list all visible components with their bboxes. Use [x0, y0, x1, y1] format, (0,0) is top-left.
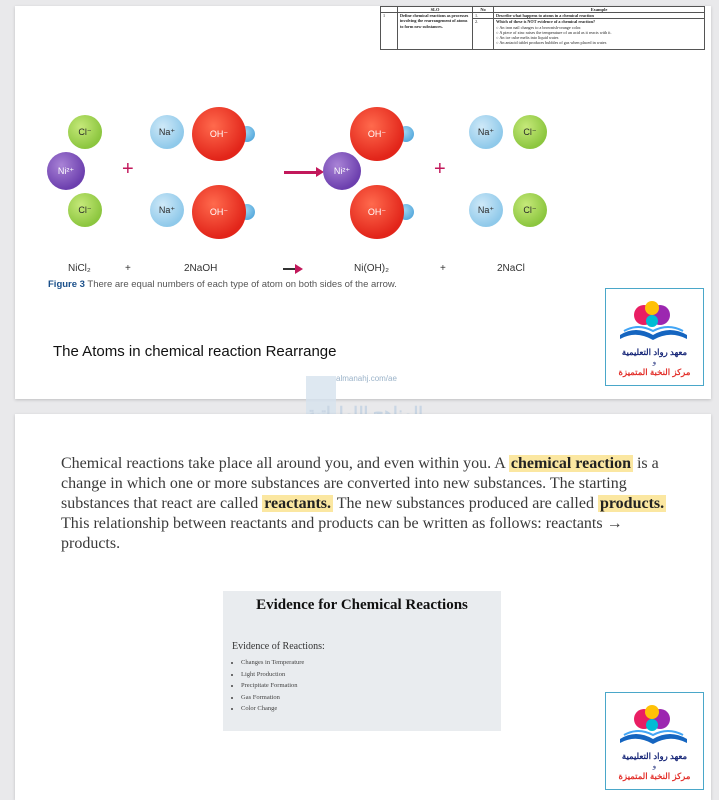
item2-option-b[interactable]: ○ A piece of zinc raises the temperature of an acid as it reacts with it.	[496, 29, 612, 35]
list-item: • Precipitate Formation	[241, 680, 304, 692]
logo-name-2: مركز النخبة المتميزة	[618, 771, 691, 781]
item2-option-c[interactable]: ○ An ice cube melts into liquid water.	[496, 35, 560, 41]
book-brain-icon	[616, 699, 691, 749]
example-header: Example	[494, 7, 705, 13]
formula-plus-2: +	[440, 263, 446, 274]
plus-sign-1: +	[122, 158, 134, 180]
formula-arrow	[283, 268, 297, 270]
watermark-url: almanahj.com/ae	[336, 374, 397, 383]
plus-sign-2: +	[434, 158, 446, 180]
logo-name-2: مركز النخبة المتميزة	[618, 367, 691, 377]
para-text-3: The new substances produced are called	[333, 495, 598, 512]
evidence-title: Evidence for Chemical Reactions	[256, 597, 468, 613]
list-item: • Color Change	[241, 703, 304, 715]
ni-ion-right: Ni²⁺	[323, 152, 361, 190]
evidence-list	[229, 657, 304, 715]
para-text-4: This relationship between reactants and products can be written as follows: reactants → products.	[61, 515, 623, 552]
para-text-1: Chemical reactions take place all around you, and even within you. A	[61, 455, 509, 472]
formula-plus-1: +	[125, 263, 131, 274]
item1-text: Describe what happens to atoms in a chemical reaction	[494, 13, 705, 19]
item2-cell	[494, 19, 705, 50]
figure-caption	[48, 279, 397, 290]
caption-label: Figure 3	[48, 279, 85, 290]
cl-ion-top-right: Cl⁻	[513, 115, 547, 149]
item2-option-a[interactable]: ○ An iron nail changes to a brownish-orange color.	[496, 24, 582, 30]
na-ion-bottom-right: Na⁺	[469, 193, 503, 227]
evidence-box	[223, 591, 501, 731]
logo-and: و	[652, 763, 657, 770]
item1-number: 1.	[473, 13, 494, 19]
item2-option-d[interactable]: ○ An antacid tablet produces bubbles of gas when placed in water.	[496, 40, 607, 46]
item2-number: 2.	[473, 19, 494, 50]
book-brain-icon	[616, 295, 691, 345]
list-item: • Changes in Temperature	[241, 657, 304, 669]
caption-text: There are equal numbers of each type of atom on both sides of the arrow.	[87, 279, 397, 290]
na-ion-top-right: Na⁺	[469, 115, 503, 149]
definition-paragraph	[61, 454, 671, 554]
institute-logo	[605, 288, 704, 386]
slide-atoms-rearrange	[15, 6, 711, 399]
oh-ion-top-left: OH⁻	[192, 107, 246, 161]
oh-ion-top-right: OH⁻	[350, 107, 404, 161]
slo-text: Define chemical reactions as processes involving the rearrangement of atoms to form new substances.	[398, 13, 473, 50]
logo-name-1: معهد رواد التعليمية	[621, 751, 688, 761]
logo-and: و	[652, 359, 657, 366]
institute-logo-2	[605, 692, 704, 790]
evidence-subtitle: Evidence of Reactions:	[232, 641, 325, 652]
slo-table	[380, 6, 705, 50]
item2-question: Which of these is NOT evidence of a chemical reaction?	[496, 19, 596, 25]
formula-2nacl: 2NaCl	[497, 263, 525, 274]
slide-title: The Atoms in chemical reaction Rearrange	[53, 343, 337, 360]
highlight-products: products.	[599, 495, 665, 512]
na-ion-bottom-left: Na⁺	[150, 193, 184, 227]
formula-2naoh: 2NaOH	[184, 263, 218, 274]
reaction-arrow	[284, 171, 318, 174]
no-header: No	[473, 7, 494, 13]
cl-ion-top-left: Cl⁻	[68, 115, 102, 149]
cl-ion-bottom-right: Cl⁻	[513, 193, 547, 227]
na-ion-top-left: Na⁺	[150, 115, 184, 149]
logo-name-1: معهد رواد التعليمية	[621, 347, 688, 357]
oh-ion-bottom-left: OH⁻	[192, 185, 246, 239]
cl-ion-bottom-left: Cl⁻	[68, 193, 102, 227]
para-text-2: is a change in which one or more substances are converted into new substances. The starting substances that react are called	[61, 455, 659, 512]
slo-header: SLO	[398, 7, 473, 13]
slo-row-number: 1	[381, 13, 398, 50]
highlight-chemical-reaction: chemical reaction	[510, 455, 631, 472]
list-item: • Light Production	[241, 669, 304, 681]
highlight-reactants: reactants.	[264, 495, 332, 512]
formula-nioh2: Ni(OH)₂	[354, 263, 389, 274]
oh-ion-bottom-right: OH⁻	[350, 185, 404, 239]
slide-chemical-reactions	[15, 414, 711, 800]
formula-nicl2: NiCl₂	[68, 263, 91, 274]
list-item: • Gas Formation	[241, 692, 304, 704]
ni-ion-left: Ni²⁺	[47, 152, 85, 190]
